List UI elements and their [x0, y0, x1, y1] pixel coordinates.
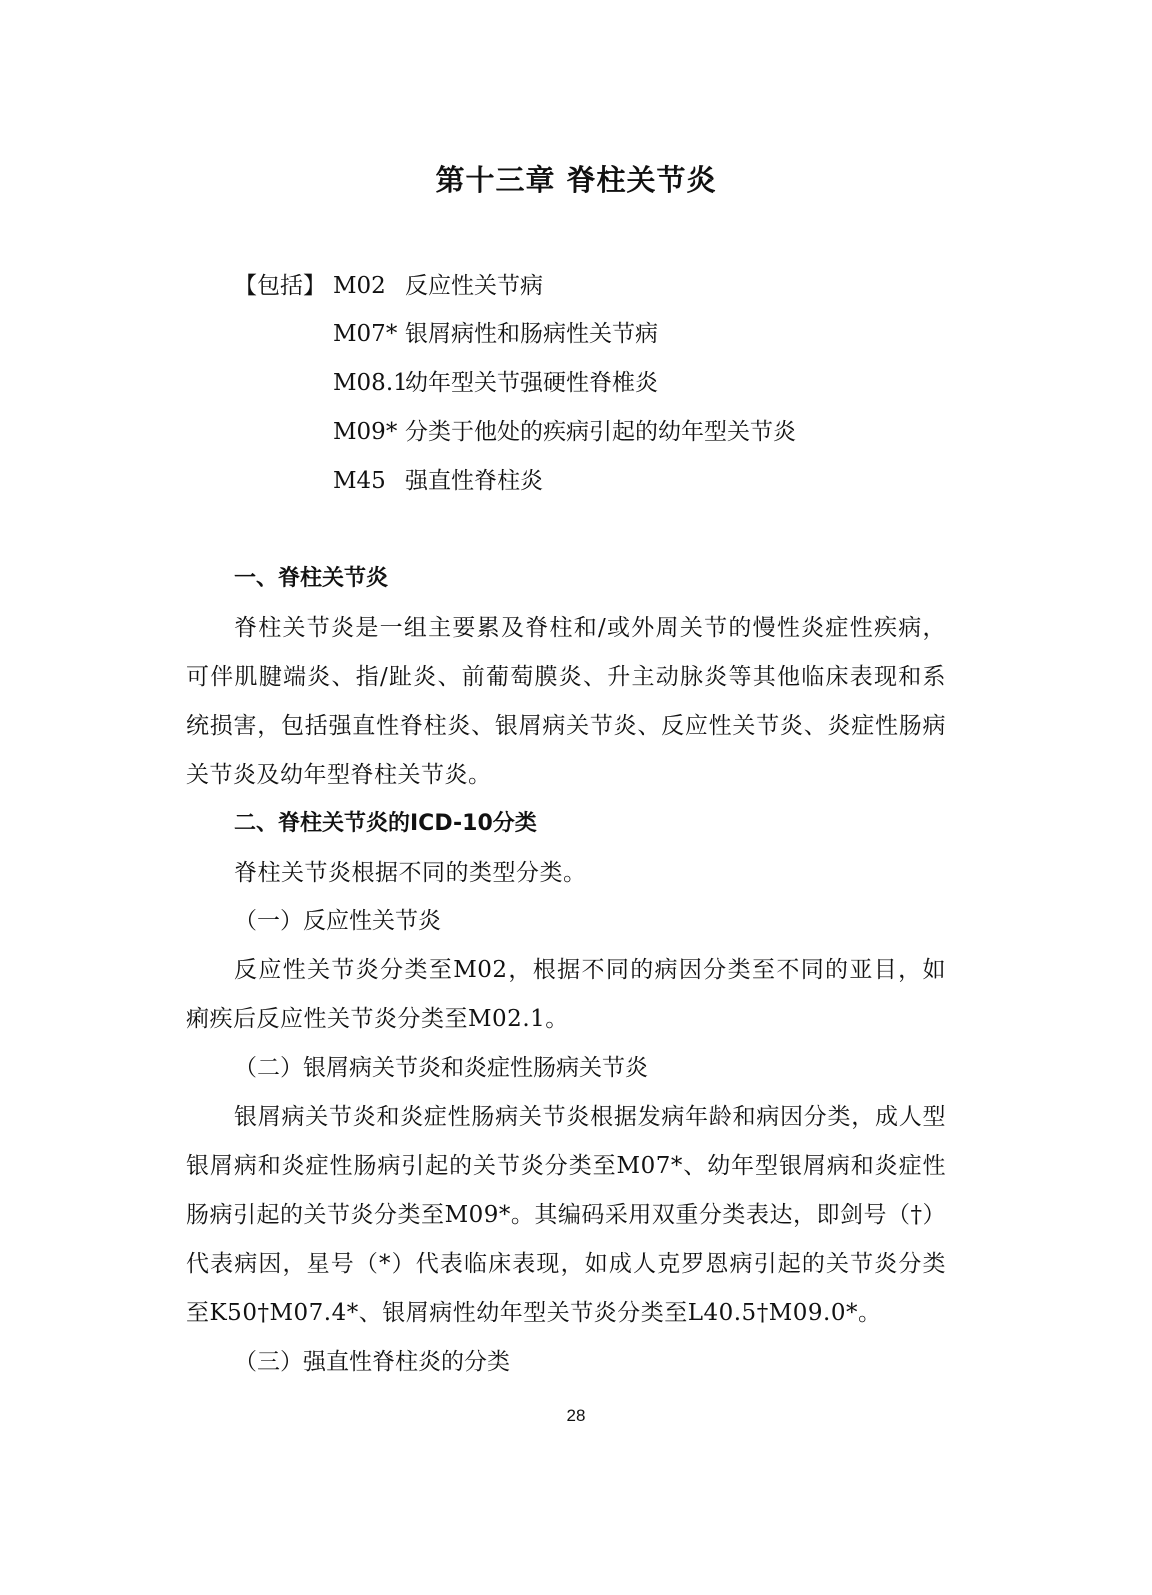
- page-title: 第十三章 脊柱关节炎: [435, 163, 717, 197]
- include-code: M09*: [333, 419, 398, 445]
- section-intro: 脊柱关节炎根据不同的类型分类。: [234, 860, 587, 886]
- sub-heading: （二）银屑病关节炎和炎症性肠病关节炎: [234, 1055, 648, 1081]
- include-name: 银屑病性和肠病性关节病: [405, 321, 658, 347]
- include-name: 幼年型关节强硬性脊椎炎: [405, 370, 658, 396]
- include-code: M08.1: [333, 370, 408, 396]
- include-name: 反应性关节病: [405, 273, 543, 299]
- include-item: [333, 414, 796, 450]
- includes-label: 【包括】: [234, 273, 326, 299]
- page-number: 28: [566, 1406, 586, 1425]
- include-code: M02: [333, 273, 386, 299]
- sub-heading: （三）强直性脊柱炎的分类: [234, 1349, 510, 1375]
- include-item: [333, 365, 658, 401]
- sub-paragraph: 反应性关节炎分类至M02，根据不同的病因分类至不同的亚目，如痢疾后反应性关节炎分类至M02.1。: [186, 957, 946, 1032]
- sub-paragraph: 银屑病关节炎和炎症性肠病关节炎根据发病年龄和病因分类，成人型银屑病和炎症性肠病引起的关节炎分类至M07*、幼年型银屑病和炎症性肠病引起的关节炎分类至M09*。其编码采用双重分类表达，即剑号（†）代表病因，星号（*）代表临床表现，如成人克罗恩病引起的关节炎分类至K50†M07.4*、银屑病性幼年型关节炎分类至L40.5†M09.0*。: [186, 1104, 946, 1326]
- include-code: M07*: [333, 321, 398, 347]
- include-code: M45: [333, 468, 386, 494]
- section-paragraph: 脊柱关节炎是一组主要累及脊柱和/或外周关节的慢性炎症性疾病，可伴肌腱端炎、指/趾炎、前葡萄膜炎、升主动脉炎等其他临床表现和系统损害，包括强直性脊柱炎、银屑病关节炎、反应性关节炎、炎症性肠病关节炎及幼年型脊柱关节炎。: [186, 615, 946, 788]
- include-item: [333, 463, 543, 499]
- include-item: [333, 268, 543, 304]
- include-name: 分类于他处的疾病引起的幼年型关节炎: [405, 419, 796, 445]
- section-heading: 一、脊柱关节炎: [234, 566, 389, 591]
- sub-heading: （一）反应性关节炎: [234, 908, 441, 934]
- include-name: 强直性脊柱炎: [405, 468, 543, 494]
- include-item: [333, 316, 658, 352]
- section-heading: 二、脊柱关节炎的ICD-10分类: [234, 811, 537, 836]
